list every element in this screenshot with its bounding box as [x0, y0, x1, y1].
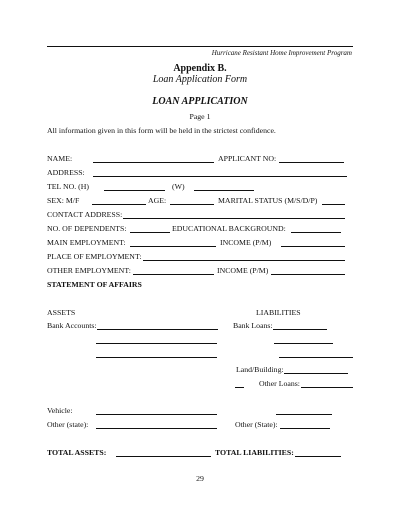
form-title: LOAN APPLICATION	[152, 96, 248, 107]
place-of-employment-label: PLACE OF EMPLOYMENT:	[47, 252, 142, 261]
bank-accounts-field[interactable]	[97, 329, 218, 330]
marital-status-label: MARITAL STATUS (M/S/D/P)	[218, 196, 318, 205]
name-label: NAME:	[47, 154, 73, 163]
total-assets-label: TOTAL ASSETS:	[47, 448, 107, 457]
asset-line-3[interactable]	[96, 357, 217, 358]
confidentiality-note: All information given in this form will be held in the strictest confidence.	[47, 126, 276, 135]
bank-loans-field[interactable]	[273, 329, 327, 330]
appendix-title: Appendix B.	[173, 63, 227, 74]
other-state-liabilities-label: Other (State):	[235, 420, 278, 429]
marital-status-field[interactable]	[322, 204, 345, 205]
education-field[interactable]	[291, 232, 341, 233]
total-liabilities-label: TOTAL LIABILITIES:	[215, 448, 294, 457]
income-other-field[interactable]	[271, 274, 345, 275]
statement-heading: STATEMENT OF AFFAIRS	[47, 280, 142, 289]
education-label: EDUCATIONAL BACKGROUND:	[172, 224, 286, 233]
dependents-label: NO. OF DEPENDENTS:	[47, 224, 127, 233]
liabilities-heading: LIABILITIES	[256, 308, 301, 317]
tel-home-field[interactable]	[104, 190, 165, 191]
other-state-liabilities-field[interactable]	[280, 428, 330, 429]
other-loans-field[interactable]	[301, 387, 353, 388]
income-other-label: INCOME (P/M)	[217, 266, 269, 275]
assets-heading: ASSETS	[47, 308, 76, 317]
total-assets-field[interactable]	[116, 456, 211, 457]
liability-line-2[interactable]	[274, 343, 333, 344]
asset-line-2[interactable]	[96, 343, 217, 344]
page-label: Page 1	[189, 112, 211, 121]
name-field[interactable]	[93, 162, 214, 163]
other-loans-label: Other Loans:	[259, 379, 300, 388]
dependents-field[interactable]	[130, 232, 170, 233]
applicant-no-field[interactable]	[279, 162, 344, 163]
applicant-no-label: APPLICANT NO:	[218, 154, 277, 163]
other-employment-label: OTHER EMPLOYMENT:	[47, 266, 131, 275]
main-employment-label: MAIN EMPLOYMENT:	[47, 238, 126, 247]
appendix-subtitle: Loan Application Form	[152, 74, 248, 85]
total-liabilities-field[interactable]	[295, 456, 341, 457]
bank-loans-label: Bank Loans:	[233, 321, 273, 330]
liability-line-vehicle[interactable]	[276, 414, 332, 415]
other-state-assets-label: Other (state):	[47, 420, 89, 429]
age-field[interactable]	[170, 204, 214, 205]
other-state-assets-field[interactable]	[96, 428, 217, 429]
liability-line-3[interactable]	[279, 357, 353, 358]
bank-accounts-label: Bank Accounts:	[47, 321, 97, 330]
place-of-employment-field[interactable]	[143, 260, 345, 261]
contact-address-label: CONTACT ADDRESS:	[47, 210, 123, 219]
address-label: ADDRESS:	[47, 168, 85, 177]
land-building-label: Land/Building:	[236, 365, 284, 374]
income-main-field[interactable]	[281, 246, 345, 247]
vehicle-label: Vehicle:	[47, 406, 73, 415]
income-main-label: INCOME (P/M)	[220, 238, 272, 247]
vehicle-field[interactable]	[96, 414, 217, 415]
other-employment-field[interactable]	[133, 274, 214, 275]
tel-work-label: (W)	[172, 182, 185, 191]
other-loans-checkbox-line[interactable]	[235, 387, 244, 388]
address-field[interactable]	[93, 176, 347, 177]
contact-address-field[interactable]	[123, 218, 345, 219]
header-rule	[47, 46, 353, 47]
main-employment-field[interactable]	[130, 246, 216, 247]
running-header: Hurricane Resistant Home Improvement Program	[211, 49, 352, 57]
page-number: 29	[196, 474, 204, 483]
sex-label: SEX: M/F	[47, 196, 80, 205]
sex-field[interactable]	[92, 204, 146, 205]
tel-work-field[interactable]	[194, 190, 254, 191]
land-building-field[interactable]	[284, 373, 348, 374]
age-label: AGE:	[148, 196, 167, 205]
tel-home-label: TEL NO. (H)	[47, 182, 89, 191]
